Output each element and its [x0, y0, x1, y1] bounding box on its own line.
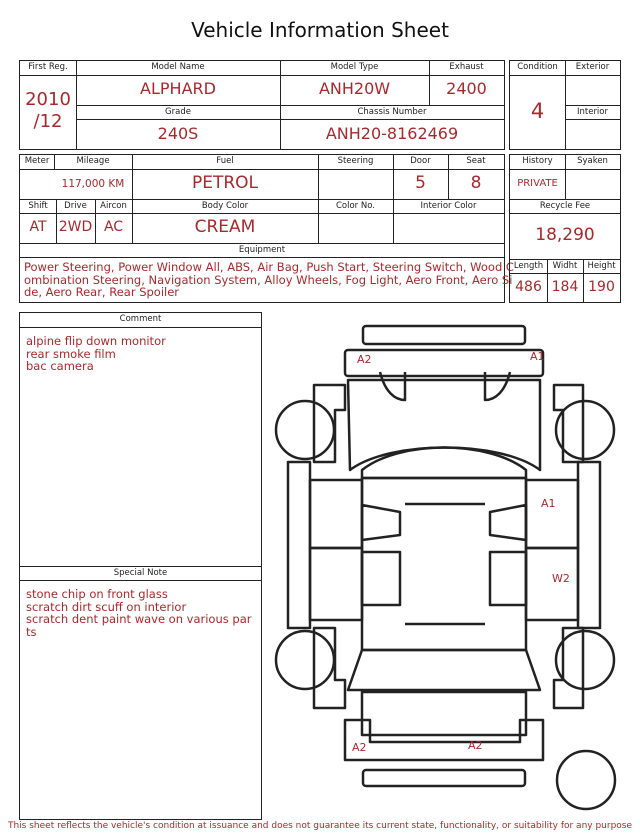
first-reg-label: First Reg.: [28, 62, 68, 72]
condition-label: Condition: [517, 62, 558, 72]
door-label: Door: [410, 156, 431, 166]
comment-text: [26, 335, 258, 373]
special-note-line: stone chip on front glass: [26, 587, 168, 601]
history-box: [509, 154, 621, 303]
chassis-value: ANH20-8162469: [325, 124, 459, 143]
special-note-label: Special Note: [113, 568, 168, 578]
equipment-label: Equipment: [238, 245, 286, 255]
damage-mark-right-front-door: A1: [541, 497, 556, 510]
equipment-line: Power Steering, Power Window All, ABS, Air Bag, Push Start, Steering Switch, Wood C: [24, 260, 514, 274]
fuel-value: PETROL: [191, 173, 259, 193]
aircon-value: AC: [103, 219, 124, 235]
damage-mark-right-rear-door: W2: [552, 572, 570, 585]
height-label: Height: [587, 261, 616, 271]
meter-label: Meter: [24, 156, 50, 166]
shift-label: Shift: [28, 201, 48, 211]
mileage-value: 117,000 KM: [61, 178, 125, 190]
model-type-label: Model Type: [330, 62, 379, 72]
special-note-line: scratch dirt scuff on interior: [26, 599, 187, 614]
model-name-label: Model Name: [151, 62, 205, 72]
comment-label: Comment: [119, 314, 162, 324]
grade-label: Grade: [165, 107, 191, 117]
special-note-text: [26, 588, 258, 638]
first-reg-year: 2010: [25, 89, 71, 110]
steering-label: Steering: [337, 156, 374, 166]
comment-box: [19, 312, 262, 820]
fuel-label: Fuel: [216, 156, 234, 166]
damage-mark-front-left: A2: [357, 353, 372, 366]
grade-value: 240S: [157, 124, 199, 143]
seat-label: Seat: [466, 156, 486, 166]
mileage-label: Mileage: [76, 156, 110, 166]
length-value: 486: [515, 279, 542, 295]
history-label: History: [522, 156, 553, 166]
recycle-fee-value: 18,290: [535, 225, 595, 245]
height-value: 190: [588, 279, 615, 295]
model-type-value: ANH20W: [318, 79, 391, 98]
recycle-fee-label: Recycle Fee: [539, 201, 591, 211]
interior-color-label: Interior Color: [420, 201, 477, 211]
aircon-label: Aircon: [100, 201, 127, 211]
drive-value: 2WD: [58, 219, 93, 235]
damage-mark-rear-center: A2: [468, 739, 483, 752]
model-name-value: ALPHARD: [140, 79, 216, 98]
width-value: 184: [551, 279, 579, 295]
vehicle-info-box: [19, 60, 505, 150]
equipment-line: ombination Steering, Navigation System, Alloy Wheels, Fog Light, Aero Front, Aero Si: [24, 272, 513, 287]
width-label: Widht: [552, 261, 578, 271]
comment-line: rear smoke film: [26, 346, 116, 361]
seat-value: 8: [470, 173, 482, 193]
body-color-label: Body Color: [201, 201, 249, 211]
sheet-title: Vehicle Information Sheet: [191, 18, 449, 42]
special-note-line: scratch dent paint wave on various par: [26, 612, 252, 626]
condition-box: [509, 60, 621, 150]
equipment-text: [24, 260, 514, 299]
length-label: Length: [513, 261, 544, 271]
door-value: 5: [415, 173, 426, 193]
exterior-label: Exterior: [575, 62, 610, 72]
syaken-label: Syaken: [577, 156, 608, 166]
condition-value: 4: [530, 99, 545, 123]
disclaimer-footer: This sheet reflects the vehicle's condition at issuance and does not guarantee its current state, functionality, or suitability for any purpose: [7, 821, 633, 831]
shift-value: AT: [29, 219, 47, 235]
damage-mark-front-right: A1: [530, 350, 545, 363]
vehicle-damage-diagram: [270, 320, 630, 820]
comment-line: alpine flip down monitor: [26, 334, 166, 348]
damage-mark-rear-left: A2: [352, 741, 367, 754]
comment-line: bac camera: [26, 359, 94, 373]
specs-box: [19, 154, 514, 303]
history-value: PRIVATE: [517, 178, 558, 189]
drive-label: Drive: [64, 201, 87, 211]
special-note-line: ts: [26, 624, 37, 639]
chassis-label: Chassis Number: [357, 107, 427, 117]
first-reg-month: /12: [33, 111, 63, 132]
exhaust-label: Exhaust: [449, 62, 484, 72]
exhaust-value: 2400: [446, 79, 487, 98]
body-color-value: CREAM: [194, 217, 256, 237]
interior-label: Interior: [576, 107, 608, 117]
color-no-label: Color No.: [335, 201, 375, 211]
equipment-line: de, Aero Rear, Rear Spoiler: [24, 285, 180, 299]
